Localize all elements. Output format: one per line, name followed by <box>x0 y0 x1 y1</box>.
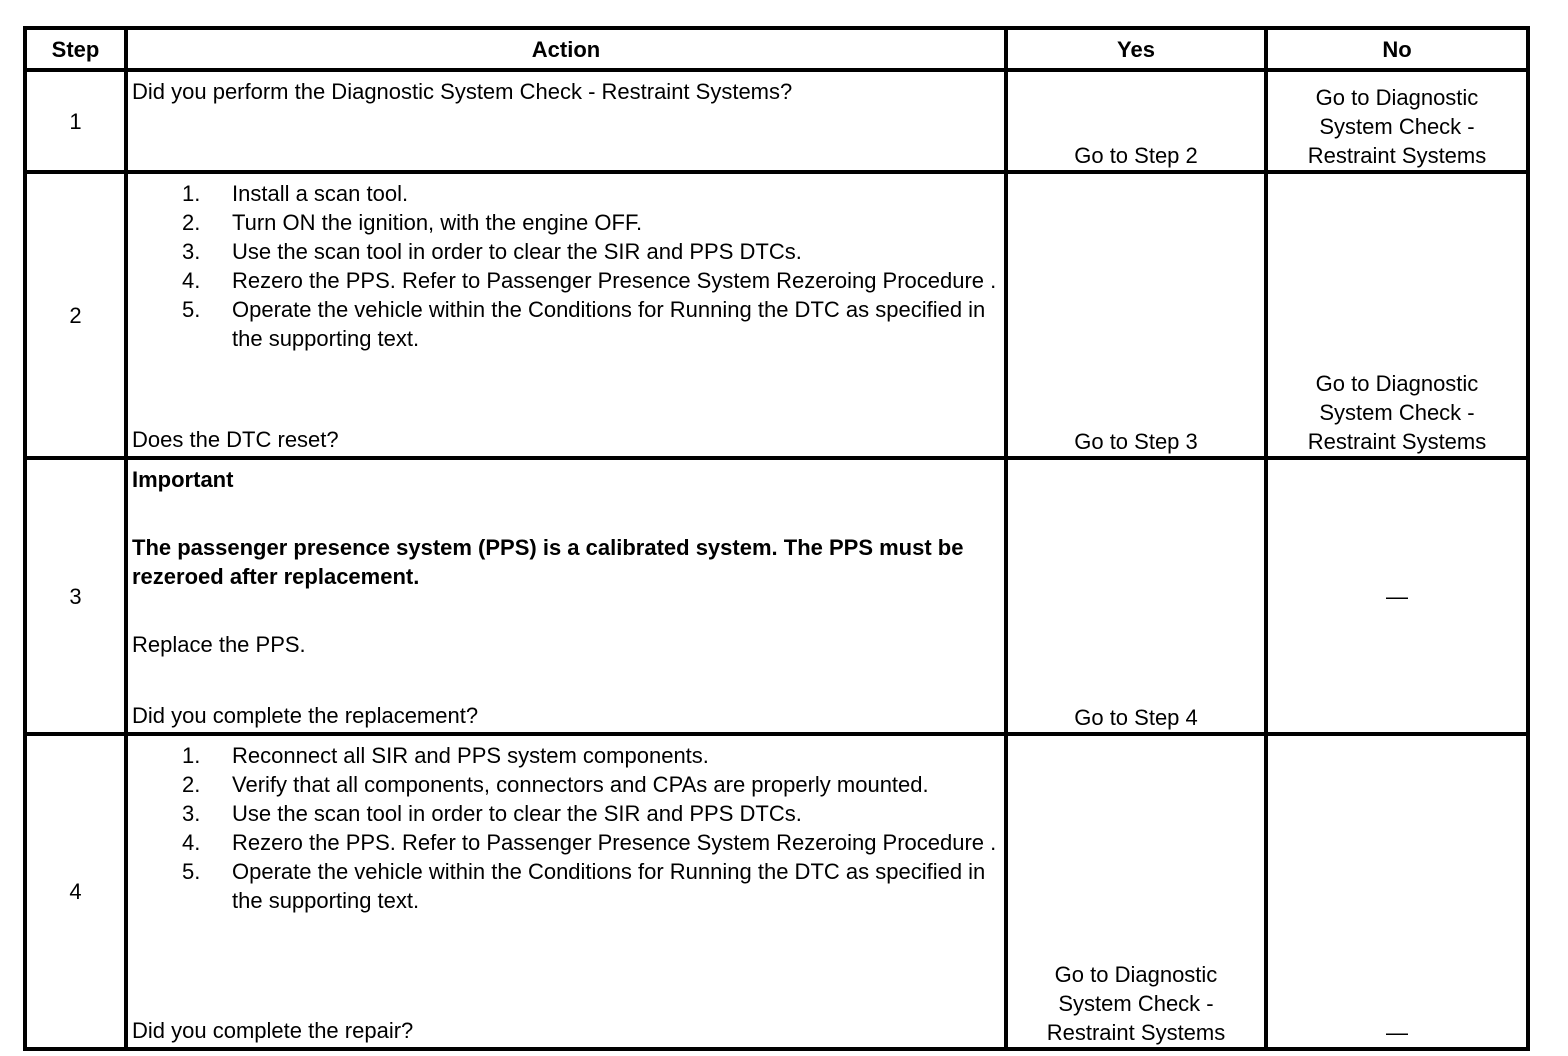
action-question: Did you complete the replacement? <box>132 703 479 728</box>
no-cell: — <box>1266 458 1528 734</box>
no-line: System Check - <box>1319 400 1475 425</box>
action-steps <box>132 179 998 353</box>
list-item: 3. Use the scan tool in order to clear the SIR and PPS DTCs. <box>182 239 802 264</box>
no-cell <box>1266 70 1528 172</box>
yes-line: Restraint Systems <box>1046 1020 1226 1045</box>
yes-cell: Go to Step 4 <box>1006 458 1266 734</box>
important-label: Important <box>132 467 234 492</box>
step-number: 2 <box>25 172 126 458</box>
action-cell <box>126 458 1006 734</box>
action-cell <box>126 172 1006 458</box>
list-item: 2. Verify that all components, connectors and CPAs are properly mounted. <box>182 772 929 797</box>
list-item: 2. Turn ON the ignition, with the engine OFF. <box>182 210 643 235</box>
list-item: 5. Operate the vehicle within the Conditions for Running the DTC as specified in the supporting text. <box>182 297 986 351</box>
no-cell <box>1266 172 1528 458</box>
action-cell <box>126 734 1006 1049</box>
list-item: 1. Install a scan tool. <box>182 181 409 206</box>
yes-cell: Go to Step 2 <box>1006 70 1266 172</box>
diagnostic-table <box>23 26 1530 1051</box>
step-number: 1 <box>25 70 126 172</box>
list-item: 3. Use the scan tool in order to clear the SIR and PPS DTCs. <box>182 801 802 826</box>
list-item: 4. Rezero the PPS. Refer to Passenger Presence System Rezeroing Procedure . <box>182 268 997 293</box>
yes-line: System Check - <box>1058 991 1214 1016</box>
yes-cell: Go to Step 3 <box>1006 172 1266 458</box>
yes-line: Go to Diagnostic <box>1054 962 1218 987</box>
no-line: Restraint Systems <box>1307 429 1487 454</box>
step-number: 3 <box>25 458 126 734</box>
table-row <box>25 70 1528 172</box>
action-steps <box>132 741 998 915</box>
action-question: Does the DTC reset? <box>132 427 339 452</box>
action-question: Did you perform the Diagnostic System Check - Restraint Systems? <box>132 79 793 104</box>
action-cell <box>126 70 1006 172</box>
table-row <box>25 172 1528 458</box>
no-cell: — <box>1266 734 1528 1049</box>
step-number: 4 <box>25 734 126 1049</box>
no-line: Go to Diagnostic <box>1315 371 1479 396</box>
list-item: 5. Operate the vehicle within the Conditions for Running the DTC as specified in the supporting text. <box>182 859 986 913</box>
header-yes: Yes <box>1006 28 1266 70</box>
action-question: Did you complete the repair? <box>132 1018 414 1043</box>
list-item: 4. Rezero the PPS. Refer to Passenger Presence System Rezeroing Procedure . <box>182 830 997 855</box>
table-row <box>25 734 1528 1049</box>
action-instruction: Replace the PPS. <box>132 632 306 657</box>
header-step: Step <box>25 28 126 70</box>
table-row <box>25 458 1528 734</box>
header-action: Action <box>126 28 1006 70</box>
list-item: 1. Reconnect all SIR and PPS system components. <box>182 743 709 768</box>
important-note: The passenger presence system (PPS) is a calibrated system. The PPS must be rezeroed after replacement. <box>132 535 964 589</box>
no-line: System Check - <box>1319 114 1475 139</box>
no-line: Restraint Systems <box>1307 143 1487 168</box>
no-line: Go to Diagnostic <box>1315 85 1479 110</box>
yes-cell <box>1006 734 1266 1049</box>
header-row <box>25 28 1528 70</box>
header-no: No <box>1266 28 1528 70</box>
